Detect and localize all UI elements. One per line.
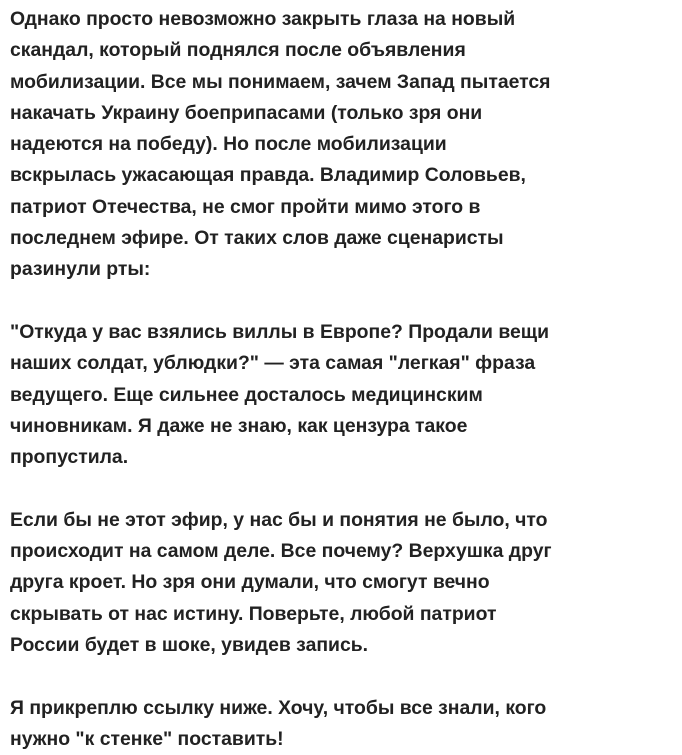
text-line: разинули рты: [10, 258, 151, 281]
text-line: Однако просто невозможно закрыть глаза на новый [10, 8, 516, 30]
text-line: Я прикреплю ссылку ниже. Хочу, чтобы все знали, кого [10, 696, 547, 719]
text-line: патриот Отечества, не смог пройти мимо этого в [10, 195, 481, 218]
article-text [10, 4, 674, 755]
text-line: Если бы не этот эфир, у нас бы и понятия не было, что [10, 508, 548, 531]
text-line: вскрылась ужасающая правда. Владимир Соловьев, [10, 164, 526, 187]
text-line: ведущего. Еще сильнее досталось медицинским [10, 383, 483, 406]
text-line: пропустила. [10, 446, 129, 469]
text-line: мобилизации. Все мы понимаем, зачем Запад пытается [10, 70, 551, 93]
text-line: нужно "к стенке" поставить! [10, 727, 284, 750]
paragraph-1 [10, 4, 674, 286]
text-line: России будет в шоке, увидев запись. [10, 633, 369, 656]
text-line: скрывать от нас истину. Поверьте, любой патриот [10, 602, 497, 625]
paragraph-4 [10, 693, 674, 755]
text-line: друга кроет. Но зря они думали, что смогут вечно [10, 571, 490, 594]
text-line: последнем эфире. От таких слов даже сценаристы [10, 227, 504, 250]
text-line: чиновникам. Я даже не знаю, как цензура такое [10, 414, 468, 437]
text-line: скандал, который поднялся после объявления [10, 39, 466, 62]
text-line: накачать Украину боеприпасами (только зря они [10, 101, 483, 124]
paragraph-3 [10, 505, 674, 661]
text-line: наших солдат, ублюдки?" — эта самая "легкая" фраза [10, 352, 536, 375]
text-line: "Откуда у вас взялись виллы в Европе? Продали вещи [10, 320, 550, 343]
text-line: надеются на победу). Но после мобилизации [10, 133, 447, 156]
paragraph-2 [10, 317, 674, 473]
text-line: происходит на самом деле. Все почему? Верхушка друг [10, 540, 552, 563]
